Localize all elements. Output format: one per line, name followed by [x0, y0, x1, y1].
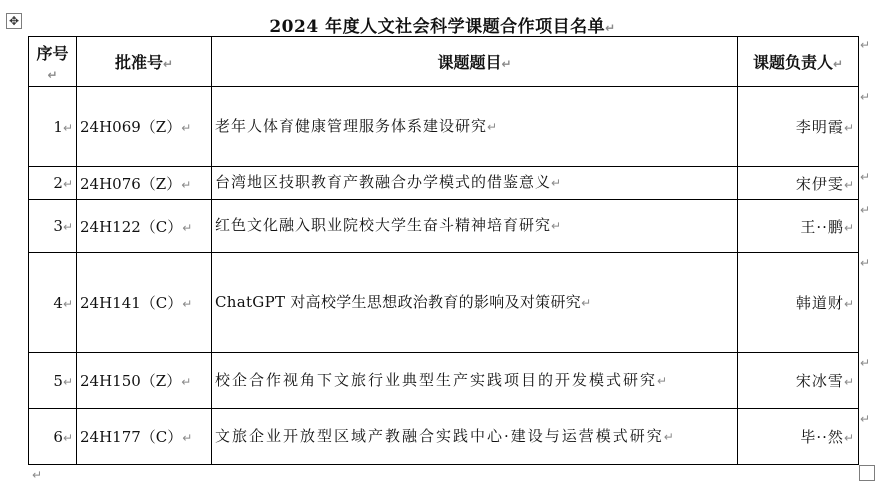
cell-lead: 宋伊雯↵ [738, 167, 859, 200]
table-row [29, 200, 859, 253]
row-end-mark-icon: ↵ [860, 256, 871, 270]
row-end-mark-icon: ↵ [860, 38, 871, 52]
cell-lead: 韩道财↵ [738, 253, 859, 353]
document-title-text: 2024 年度人文社会科学课题合作项目名单 [269, 17, 606, 37]
cell-lead: 宋冰雪↵ [738, 353, 859, 409]
project-table [28, 36, 859, 465]
table-row [29, 167, 859, 200]
paragraph-mark-icon: ↵ [605, 21, 616, 35]
cell-topic: 台湾地区技职教育产教融合办学模式的借鉴意义↵ [212, 167, 738, 200]
cell-topic: 红色文化融入职业院校大学生奋斗精神培育研究↵ [212, 200, 738, 253]
table-row [29, 409, 859, 465]
cell-topic: 文旅企业开放型区域产教融合实践中心·建设与运营模式研究↵ [212, 409, 738, 465]
row-end-mark-icon: ↵ [860, 170, 871, 184]
document-title [0, 12, 885, 37]
cell-seq: 4↵ [29, 253, 77, 353]
cell-code: 24H069（Z）↵ [77, 87, 212, 167]
cell-lead: 王··鹏↵ [738, 200, 859, 253]
header-seq: 序号↵ [29, 37, 77, 87]
row-end-mark-icon: ↵ [860, 90, 871, 104]
cell-code: 24H141（C）↵ [77, 253, 212, 353]
cell-lead: 李明霞↵ [738, 87, 859, 167]
header-lead: 课题负责人↵ [738, 37, 859, 87]
table-move-handle-icon[interactable]: ✥ [6, 13, 22, 29]
cell-seq: 2↵ [29, 167, 77, 200]
header-row [29, 37, 859, 87]
header-code: 批准号↵ [77, 37, 212, 87]
table-row [29, 353, 859, 409]
document-end-mark-icon: ↵ [32, 468, 43, 482]
cell-code: 24H076（Z）↵ [77, 167, 212, 200]
cell-topic: ChatGPT 对高校学生思想政治教育的影响及对策研究↵ [212, 253, 738, 353]
cell-topic: 老年人体育健康管理服务体系建设研究↵ [212, 87, 738, 167]
cell-code: 24H177（C）↵ [77, 409, 212, 465]
table-resize-handle-icon[interactable] [859, 465, 875, 481]
table-row [29, 87, 859, 167]
cell-seq: 5↵ [29, 353, 77, 409]
cell-seq: 3↵ [29, 200, 77, 253]
row-end-mark-icon: ↵ [860, 203, 871, 217]
cell-lead: 毕··然↵ [738, 409, 859, 465]
row-end-mark-icon: ↵ [860, 356, 871, 370]
cell-seq: 1↵ [29, 87, 77, 167]
cell-code: 24H150（Z）↵ [77, 353, 212, 409]
cell-code: 24H122（C）↵ [77, 200, 212, 253]
header-topic: 课题题目↵ [212, 37, 738, 87]
cell-seq: 6↵ [29, 409, 77, 465]
cell-topic: 校企合作视角下文旅行业典型生产实践项目的开发模式研究↵ [212, 353, 738, 409]
row-end-mark-icon: ↵ [860, 412, 871, 426]
table-row [29, 253, 859, 353]
